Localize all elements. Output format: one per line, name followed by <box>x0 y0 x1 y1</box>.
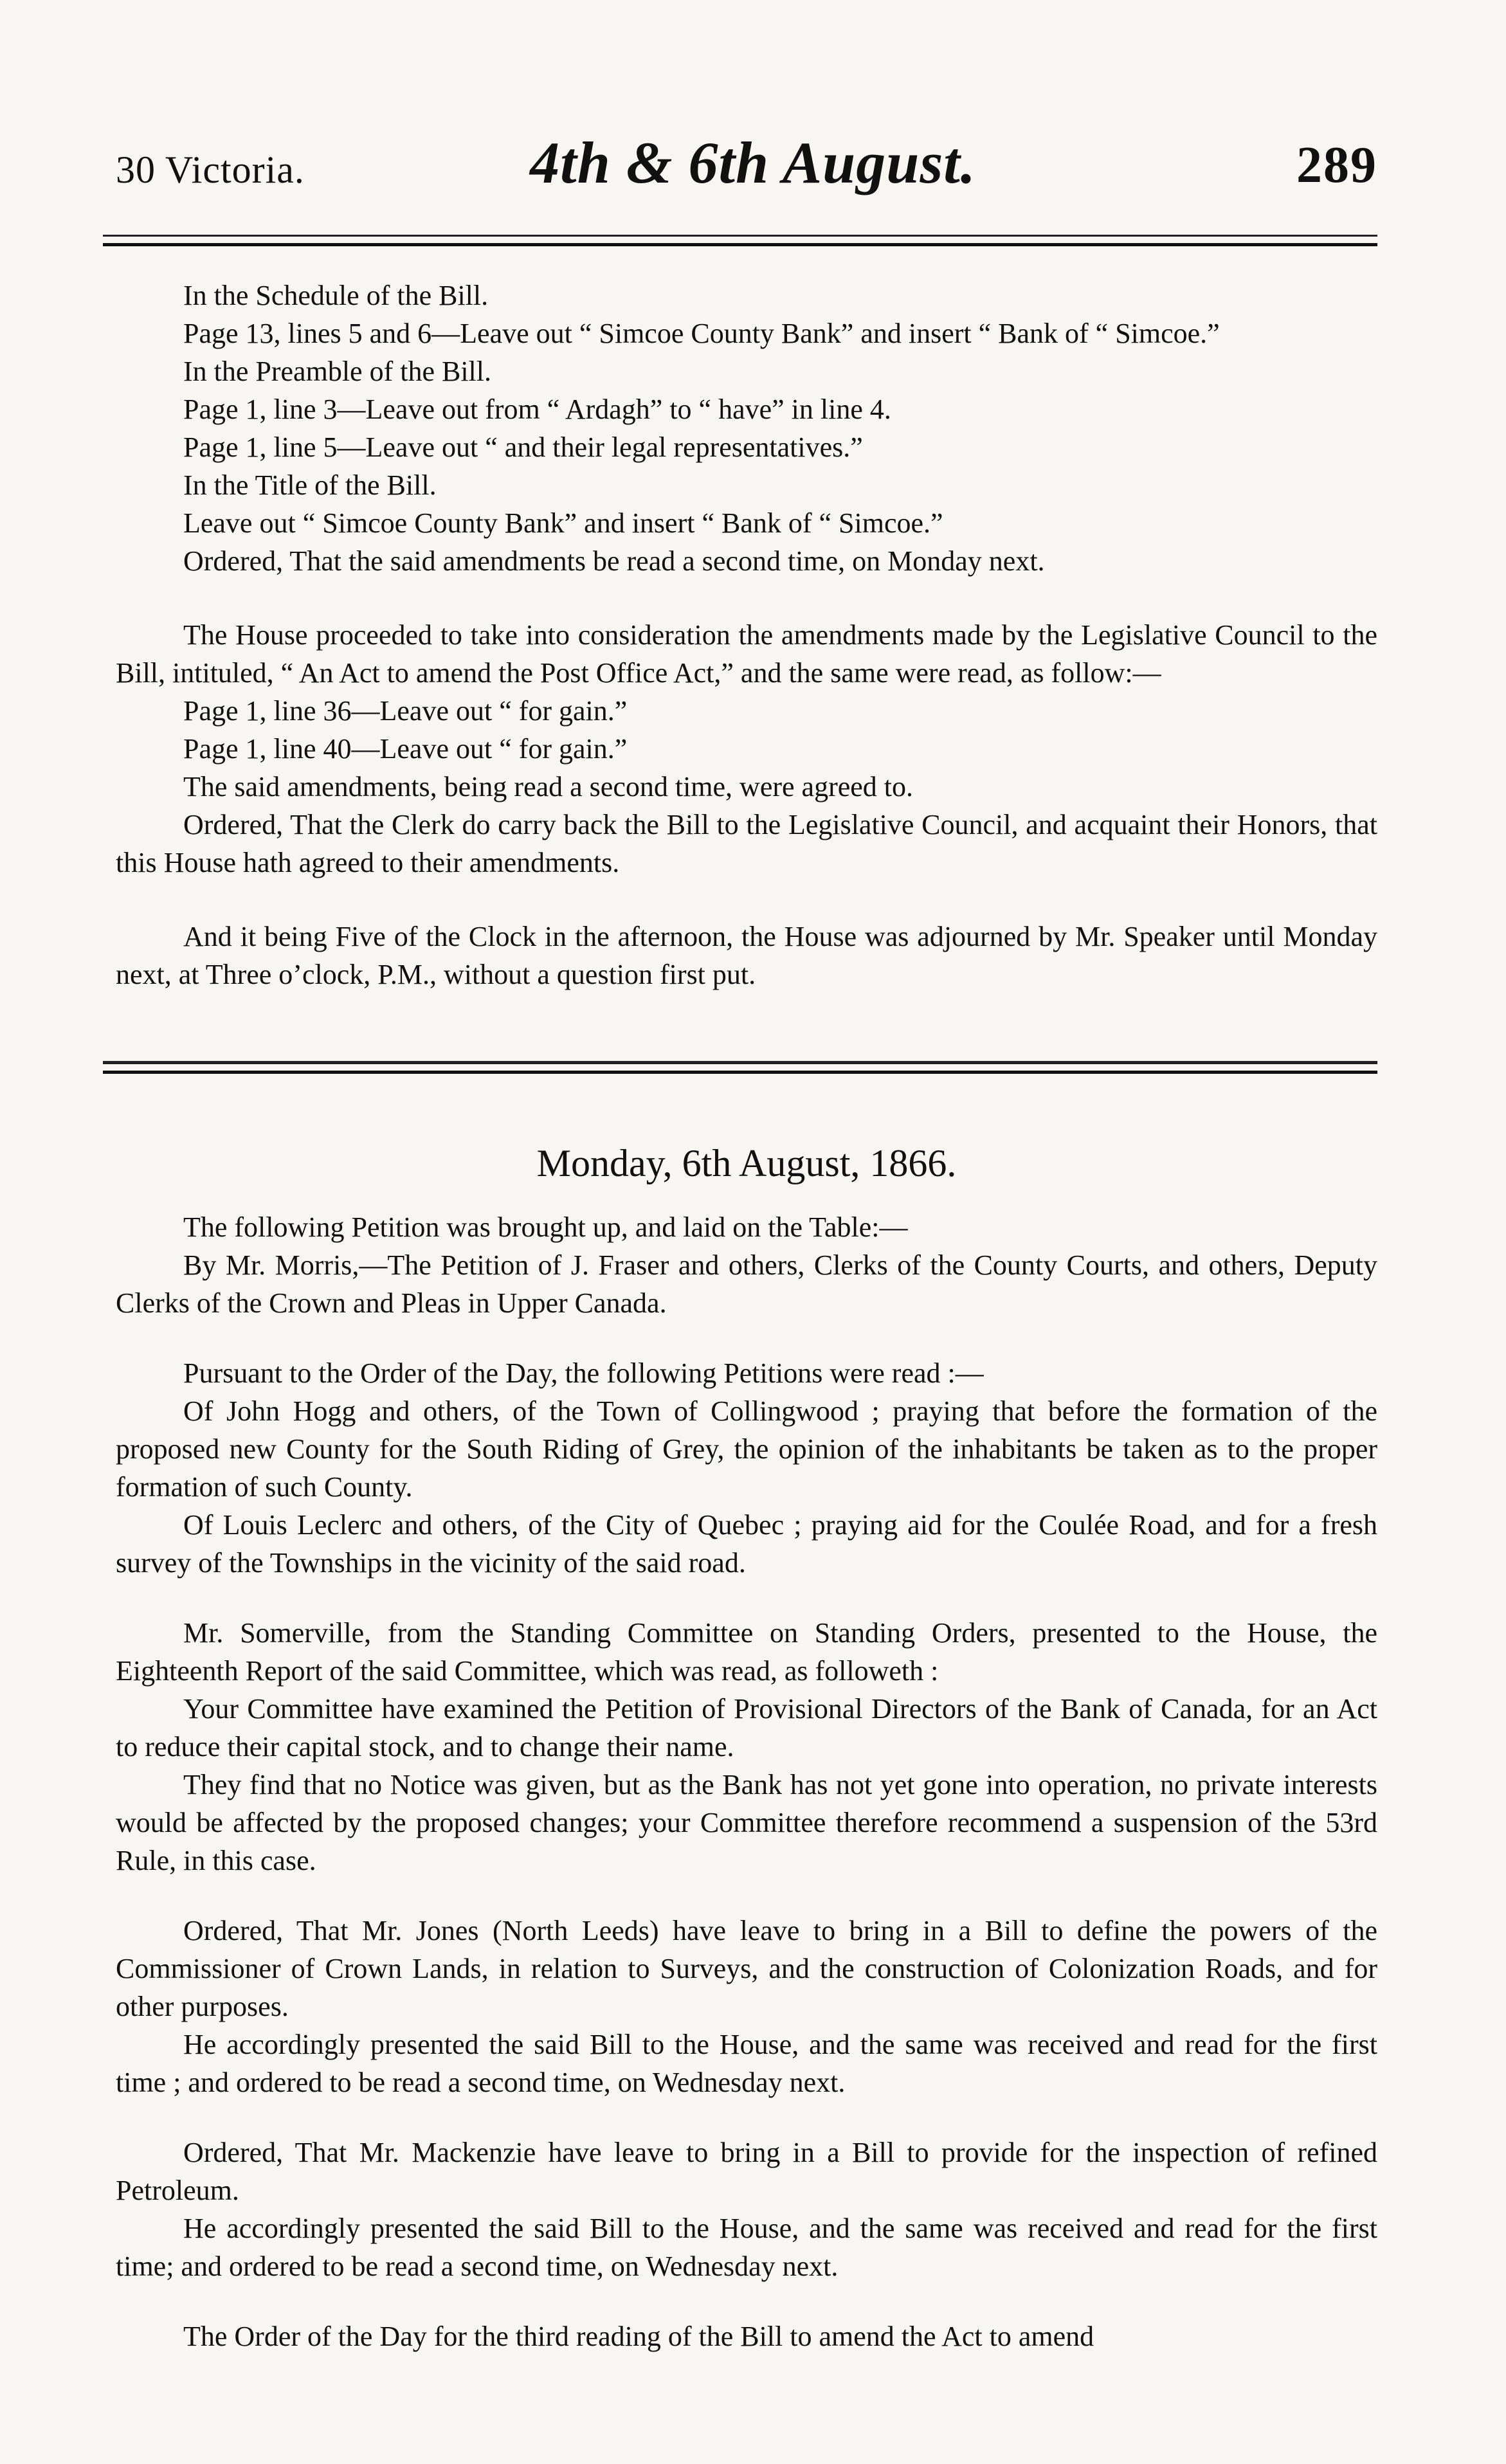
paragraph: In the Preamble of the Bill. <box>183 356 491 387</box>
paragraph: Of John Hogg and others, of the Town of Collingwood ; praying that before the formation of the proposed new County for the South Riding of Grey, the opinion of the inhabitants be taken as to the proper formation of such County. <box>116 1395 1377 1503</box>
paragraph: He accordingly presented the said Bill to the House, and the same was received and read for the first time; and ordered to be read a second time, on Wednesday next. <box>116 2213 1377 2282</box>
paragraph: Of Louis Leclerc and others, of the City of Quebec ; praying aid for the Coulée Road, and for a fresh survey of the Townships in the vicinity of the said road. <box>116 1509 1377 1579</box>
paragraph: Ordered, That Mr. Jones (North Leeds) have leave to bring in a Bill to define the powers of the Commissioner of Crown Lands, in relation to Surveys, and the construction of Colonization Roads, and for other purposes. <box>116 1915 1377 2022</box>
paragraph: Page 1, line 3—Leave out from “ Ardagh” to “ have” in line 4. <box>183 394 891 425</box>
paragraph: By Mr. Morris,—The Petition of J. Fraser and others, Clerks of the County Courts, and others, Deputy Clerks of the Crown and Pleas in Upper Canada. <box>116 1249 1377 1319</box>
paragraph: In the Title of the Bill. <box>183 469 437 501</box>
running-header <box>0 129 1506 206</box>
paragraph: Page 13, lines 5 and 6—Leave out “ Simcoe County Bank” and insert “ Bank of “ Simcoe.” <box>183 318 1220 349</box>
paragraph: In the Schedule of the Bill. <box>183 280 489 311</box>
page-number: 289 <box>1296 137 1377 194</box>
paragraph: The House proceeded to take into consideration the amendments made by the Legislative Council to the Bill, intituled, “ An Act to amend the Post Office Act,” and the same were read, as follow:— <box>116 619 1377 689</box>
date-heading: Monday, 6th August, 1866. <box>536 1142 957 1184</box>
paragraph: The said amendments, being read a second time, were agreed to. <box>183 771 913 802</box>
proceedings-4th-august <box>116 276 1377 993</box>
paragraph: Leave out “ Simcoe County Bank” and insert “ Bank of “ Simcoe.” <box>183 507 943 539</box>
paragraph: Ordered, That the said amendments be read a second time, on Monday next. <box>183 545 1045 577</box>
paragraph: He accordingly presented the said Bill to the House, and the same was received and read for the first time ; and ordered to be read a second time, on Wednesday next. <box>116 2029 1377 2098</box>
paragraph: Page 1, line 5—Leave out “ and their legal representatives.” <box>183 431 863 463</box>
paragraph: Pursuant to the Order of the Day, the following Petitions were read :— <box>183 1357 984 1389</box>
paragraph: The following Petition was brought up, and laid on the Table:— <box>183 1211 908 1243</box>
paragraph: And it being Five of the Clock in the afternoon, the House was adjourned by Mr. Speaker until Monday next, at Three o’clock, P.M., without a question first put. <box>116 921 1377 990</box>
paragraph: Ordered, That the Clerk do carry back the Bill to the Legislative Council, and acquaint their Honors, that this House hath agreed to their amendments. <box>116 809 1377 878</box>
paragraph: Ordered, That Mr. Mackenzie have leave to bring in a Bill to provide for the inspection of refined Petroleum. <box>116 2137 1377 2206</box>
paragraph: Your Committee have examined the Petition of Provisional Directors of the Bank of Canada, for an Act to reduce their capital stock, and to change their name. <box>116 1693 1377 1762</box>
date-title: 4th & 6th August. <box>530 130 976 195</box>
paragraph: They find that no Notice was given, but as the Bank has not yet gone into operation, no private interests would be affected by the proposed changes; your Committee therefore recommend a suspension of the 53rd Rule, in this case. <box>116 1769 1377 1876</box>
paragraph: Page 1, line 40—Leave out “ for gain.” <box>183 733 628 765</box>
paragraph: Page 1, line 36—Leave out “ for gain.” <box>183 695 628 727</box>
proceedings-6th-august <box>116 1142 1377 2355</box>
session-label: 30 Victoria. <box>116 149 305 191</box>
paragraph: The Order of the Day for the third reading of the Bill to amend the Act to amend <box>183 2321 1094 2352</box>
paragraph: Mr. Somerville, from the Standing Committee on Standing Orders, presented to the House, the Eighteenth Report of the said Committee, which was read, as followeth : <box>116 1617 1377 1687</box>
